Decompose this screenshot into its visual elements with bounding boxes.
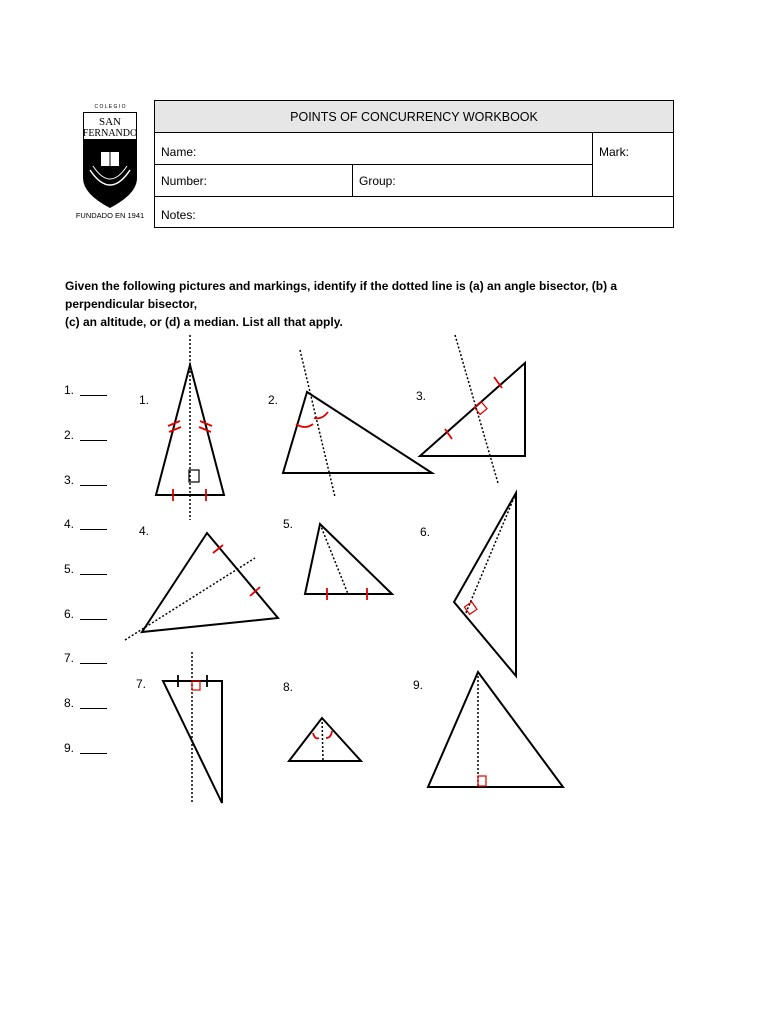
logo-name-line2: FERNANDO bbox=[82, 128, 138, 139]
figure-label-5: 5. bbox=[283, 517, 294, 531]
triangle-5 bbox=[305, 524, 392, 594]
right-angle-mark-7 bbox=[192, 681, 200, 690]
answer-number: 7. bbox=[64, 651, 75, 665]
answer-number: 6. bbox=[64, 607, 75, 621]
figure-6 bbox=[454, 493, 516, 676]
right-angle-mark-9 bbox=[478, 776, 486, 786]
dotted-line-3 bbox=[455, 335, 498, 483]
name-label: Name: bbox=[161, 145, 197, 159]
instructions-line-2: (c) an altitude, or (d) a median. List all that apply. bbox=[65, 315, 343, 329]
answer-number: 3. bbox=[64, 473, 75, 487]
answer-number: 1. bbox=[64, 383, 75, 397]
dotted-line-5 bbox=[320, 524, 348, 594]
number-label: Number: bbox=[161, 174, 208, 188]
angle-mark-2a bbox=[296, 424, 313, 427]
notes-label: Notes: bbox=[161, 208, 196, 222]
logo-name-line1: SAN bbox=[98, 116, 122, 128]
figure-label-9: 9. bbox=[413, 678, 424, 692]
figure-label-6: 6. bbox=[420, 525, 431, 539]
triangle-9 bbox=[428, 672, 563, 787]
dotted-line-6 bbox=[465, 493, 516, 615]
answer-number: 5. bbox=[64, 562, 75, 576]
triangle-4 bbox=[142, 533, 278, 632]
angle-mark-8a bbox=[313, 733, 319, 738]
angle-mark-8b bbox=[326, 731, 332, 738]
triangle-8 bbox=[289, 718, 361, 761]
figure-9 bbox=[428, 672, 563, 787]
instructions-line-1: Given the following pictures and markings, identify if the dotted line is (a) an angle bisector, (b) a perpendicular bisector, bbox=[65, 279, 618, 311]
figure-1 bbox=[156, 335, 224, 520]
logo-founded-text: FUNDADO EN 1941 bbox=[75, 211, 145, 220]
figure-7 bbox=[163, 652, 222, 803]
figure-2 bbox=[283, 350, 432, 497]
answer-number: 8. bbox=[64, 696, 75, 710]
triangle-2 bbox=[283, 392, 432, 473]
triangle-3 bbox=[420, 363, 525, 456]
figure-8 bbox=[289, 718, 361, 761]
mark-label: Mark: bbox=[599, 145, 629, 159]
dotted-line-8 bbox=[322, 718, 323, 761]
answer-number: 9. bbox=[64, 741, 75, 755]
figure-label-8: 8. bbox=[283, 680, 294, 694]
figure-label-7: 7. bbox=[136, 677, 147, 691]
figure-3 bbox=[420, 335, 525, 483]
logo-top-text: C O L E G I O bbox=[94, 104, 126, 110]
triangle-6 bbox=[454, 493, 516, 676]
answer-number: 4. bbox=[64, 517, 75, 531]
figure-label-2: 2. bbox=[268, 393, 279, 407]
figure-4 bbox=[125, 533, 278, 640]
figure-label-3: 3. bbox=[416, 389, 427, 403]
figure-label-4: 4. bbox=[139, 524, 150, 538]
answer-number: 2. bbox=[64, 428, 75, 442]
figure-5 bbox=[305, 524, 392, 600]
dotted-line-2 bbox=[300, 350, 335, 497]
figure-label-1: 1. bbox=[139, 393, 150, 407]
group-label: Group: bbox=[359, 174, 396, 188]
workbook-title: POINTS OF CONCURRENCY WORKBOOK bbox=[155, 101, 673, 133]
